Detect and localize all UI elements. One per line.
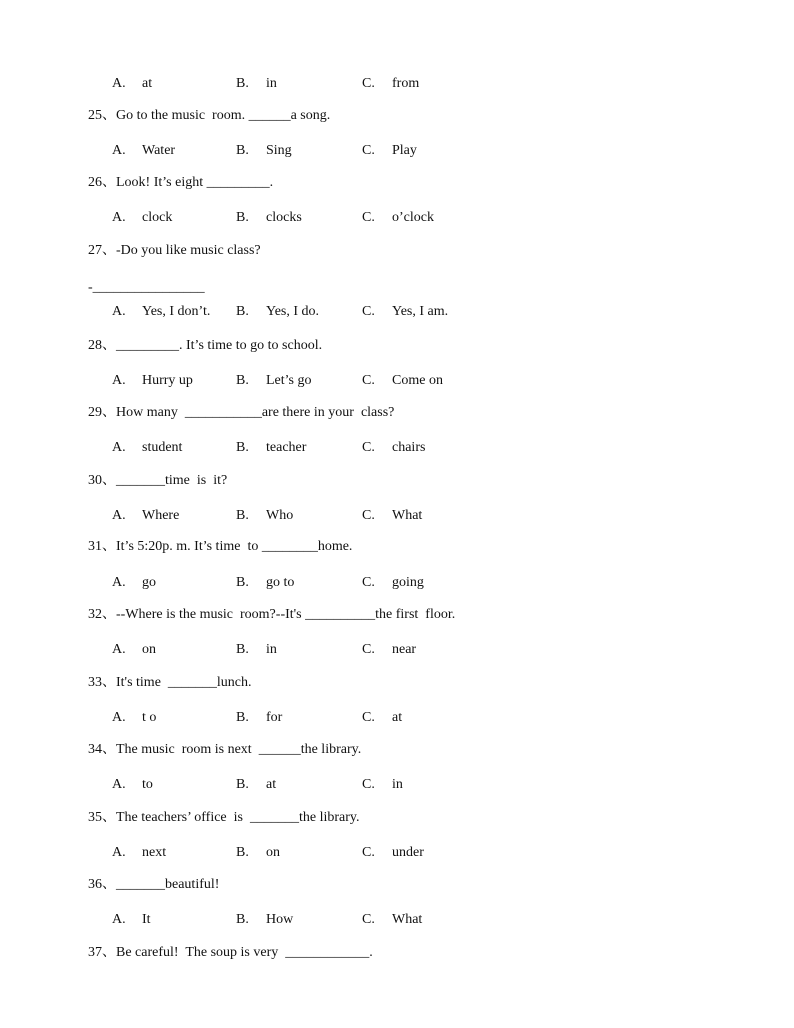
answer-line: -________________ (88, 280, 205, 295)
option-c[interactable]: C. going (362, 575, 424, 590)
option-b[interactable]: B. for (236, 710, 283, 725)
question-32: 32、--Where is the music room?--It's __________the first floor. (88, 607, 456, 622)
question-37: 37、Be careful! The soup is very ____________. (88, 945, 373, 960)
question-28: 28、_________. It’s time to go to school. (88, 338, 323, 353)
question-27: 27、-Do you like music class? (88, 243, 261, 258)
option-a[interactable]: A. It (112, 912, 151, 927)
option-a[interactable]: A. Hurry up (112, 373, 193, 388)
option-b[interactable]: B. How (236, 912, 294, 927)
option-b[interactable]: B. Let’s go (236, 373, 312, 388)
option-c[interactable]: C. What (362, 508, 423, 523)
option-c[interactable]: C. under (362, 845, 424, 860)
option-b[interactable]: B. on (236, 845, 280, 860)
option-c[interactable]: C. from (362, 76, 420, 91)
option-a[interactable]: A. next (112, 845, 167, 860)
option-c[interactable]: C. Yes, I am. (362, 304, 449, 319)
option-b[interactable]: B. Who (236, 508, 294, 523)
question-34: 34、The music room is next ______the library. (88, 742, 362, 757)
option-a[interactable]: A. clock (112, 210, 173, 225)
option-c[interactable]: C. What (362, 912, 423, 927)
question-29: 29、How many ___________are there in your class? (88, 405, 395, 420)
option-a[interactable]: A. go (112, 575, 156, 590)
question-36: 36、_______beautiful! (88, 877, 220, 892)
question-25: 25、Go to the music room. ______a song. (88, 108, 331, 123)
option-a[interactable]: A. on (112, 642, 156, 657)
option-b[interactable]: B. teacher (236, 440, 307, 455)
question-30: 30、_______time is it? (88, 473, 228, 488)
question-35: 35、The teachers’ office is _______the library. (88, 810, 360, 825)
option-b[interactable]: B. Sing (236, 143, 292, 158)
option-c[interactable]: C. o’clock (362, 210, 434, 225)
option-a[interactable]: A. at (112, 76, 153, 91)
option-a[interactable]: A. to (112, 777, 153, 792)
option-b[interactable]: B. Yes, I do. (236, 304, 320, 319)
question-26: 26、Look! It’s eight _________. (88, 175, 274, 190)
option-b[interactable]: B. clocks (236, 210, 302, 225)
option-c[interactable]: C. chairs (362, 440, 426, 455)
question-31: 31、It’s 5:20p. m. It’s time to ________home. (88, 539, 353, 554)
option-c[interactable]: C. Come on (362, 373, 443, 388)
option-c[interactable]: C. Play (362, 143, 417, 158)
option-a[interactable]: A. student (112, 440, 183, 455)
option-a[interactable]: A. t o (112, 710, 157, 725)
option-a[interactable]: A. Where (112, 508, 180, 523)
option-b[interactable]: B. in (236, 76, 277, 91)
option-b[interactable]: B. at (236, 777, 277, 792)
question-33: 33、It's time _______lunch. (88, 675, 252, 690)
option-c[interactable]: C. near (362, 642, 417, 657)
option-c[interactable]: C. at (362, 710, 403, 725)
option-b[interactable]: B. go to (236, 575, 295, 590)
option-a[interactable]: A. Yes, I don’t. (112, 304, 211, 319)
option-a[interactable]: A. Water (112, 143, 176, 158)
option-b[interactable]: B. in (236, 642, 277, 657)
option-c[interactable]: C. in (362, 777, 403, 792)
